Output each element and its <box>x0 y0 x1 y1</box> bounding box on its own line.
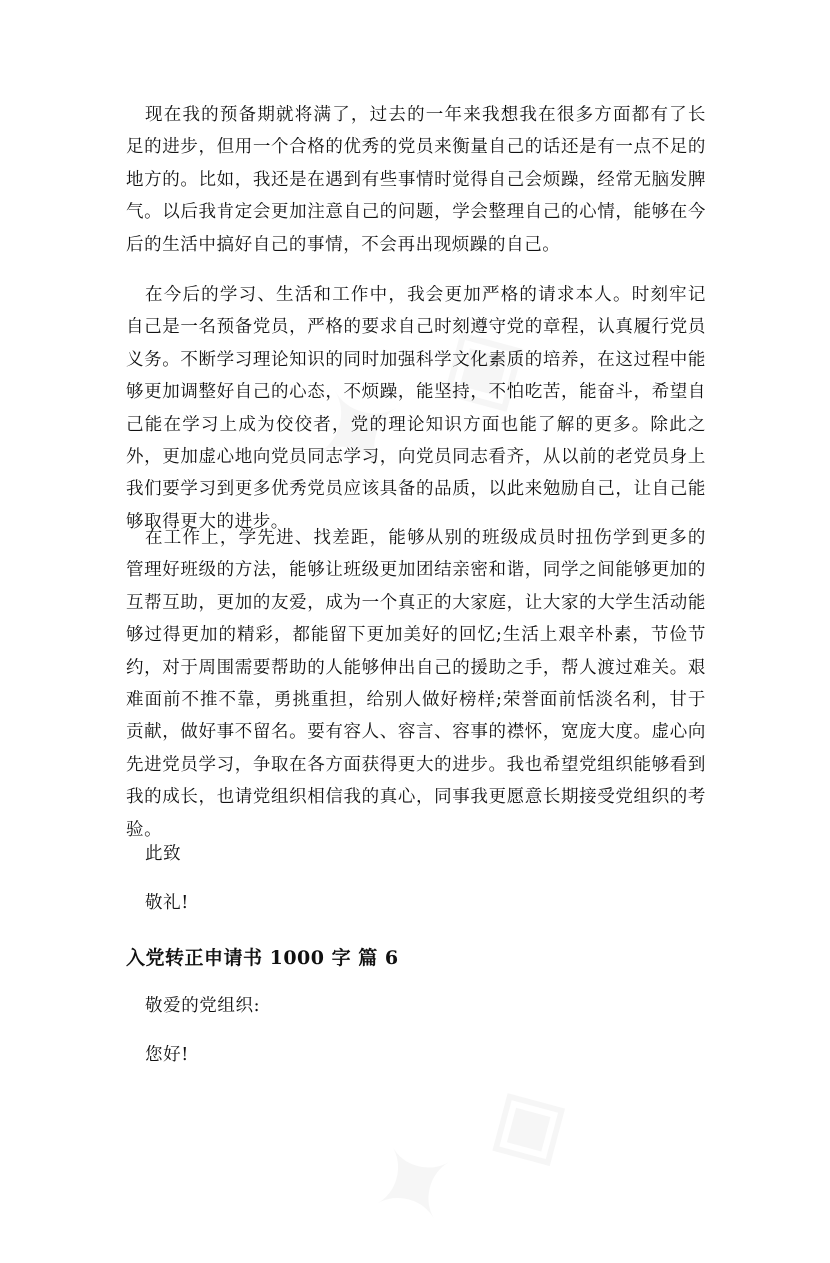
watermark <box>342 1045 592 1263</box>
paragraph-1: 现在我的预备期就将满了，过去的一年来我想我在很多方面都有了长足的进步，但用一个合格的优秀的党员来衡量自己的话还是有一点不足的地方的。比如，我还是在遇到有些事情时觉得自己会烦躁，经常无脑发脾气。以后我肯定会更加注意自己的问题，学会整理自己的心情，能够在今后的生活中搞好自己的事情，不会再出现烦躁的自己。 <box>126 105 706 255</box>
section-heading: 入党转正申请书 1000 字 篇 6 <box>126 947 399 969</box>
paragraph-2: 在今后的学习、生活和工作中，我会更加严格的请求本人。时刻牢记自己是一名预备党员，严格的要求自己时刻遵守党的章程，认真履行党员义务。不断学习理论知识的同时加强科学文化素质的培养，在这过程中能够更加调整好自己的心态，不烦躁，能坚持，不怕吃苦，能奋斗，希望自己能在学习上成为佼佼者，党的理论知识方面也能了解的更多。除此之外，更加虚心地向党员同志学习，向党员同志看齐，从以前的老党员身上我们要学习到更多优秀党员应该具备的品质，以此来勉励自己，让自己能够取得更大的进步。 <box>126 285 706 532</box>
closing-line-2: 敬礼! <box>145 893 189 913</box>
paragraph-3: 在工作上，学先进、找差距，能够从别的班级成员时扭伤学到更多的管理好班级的方法，能够让班级更加团结亲密和谐，同学之间能够更加的互帮互助，更加的友爱，成为一个真正的大家庭，让大家的大学生活动能够过得更加的精彩，都能留下更加美好的回忆;生活上艰辛朴素，节俭节约，对于周围需要帮助的人能够伸出自己的援助之手，帮人渡过难关。艰难面前不推不靠，勇挑重担，给别人做好榜样;荣誉面前恬淡名利，甘于贡献，做好事不留名。要有容人、容言、容事的襟怀，宽庞大度。虚心向先进党员学习，争取在各方面获得更大的进步。我也希望党组织能够看到我的成长，也请党组织相信我的真心，同事我更愿意长期接受党组织的考验。 <box>126 528 706 840</box>
salutation: 敬爱的党组织: <box>145 996 261 1016</box>
closing-line-1: 此致 <box>145 844 182 864</box>
greeting: 您好! <box>145 1045 189 1065</box>
